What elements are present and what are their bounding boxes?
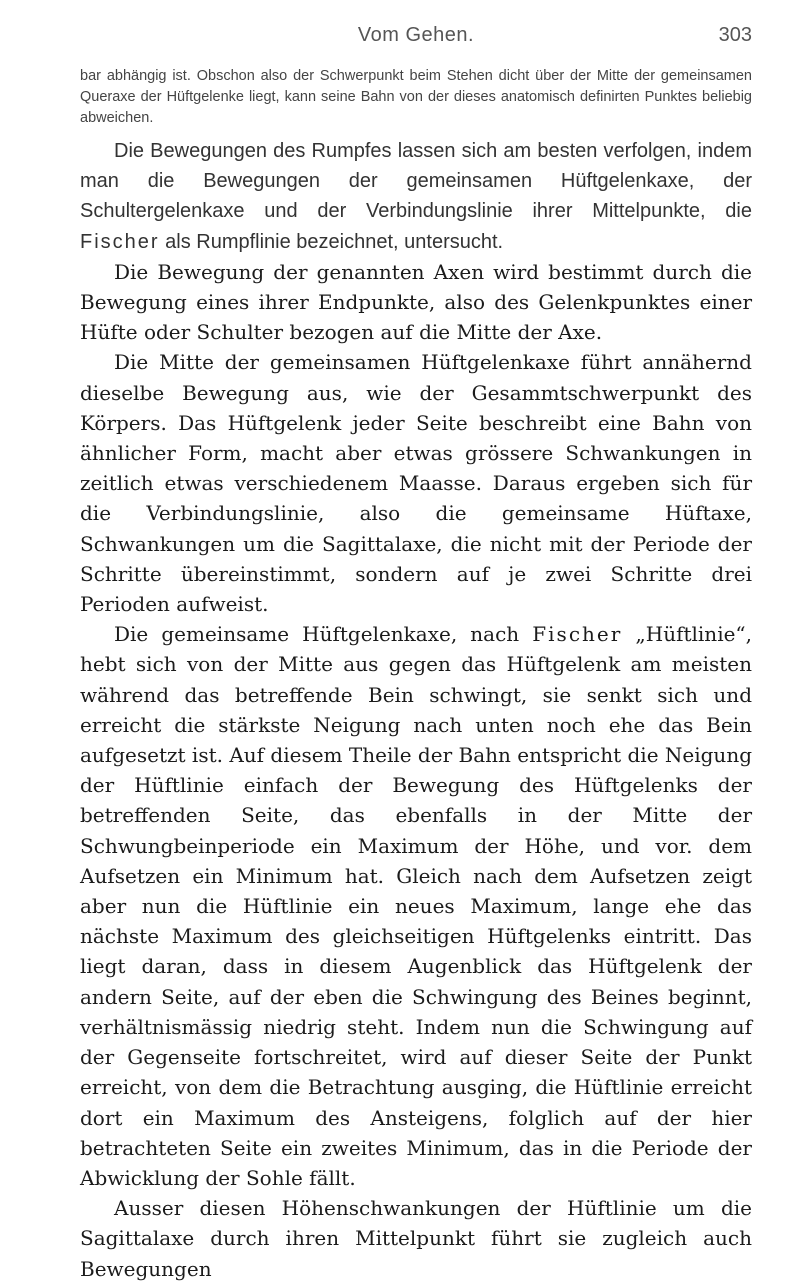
author-name-emphasis: Fischer [80,230,160,253]
paragraph-rumpf-movements [80,136,752,257]
paragraph-text: „Hüftlinie“, hebt sich von der Mitte aus gegen das Hüftgelenk am meisten während das betreffende Bein schwingt, sie senkt sich und erreicht die stärkste Neigung nach unten noch ehe das Bein aufgesetzt ist. Auf diesem Theile der Bahn entspricht die Neigung der Hüftlinie einfach der Bewegung des Hüftgelenks der betreffenden Seite, das ebenfalls in der Mitte der Schwungbeinperiode ein Maximum der Höhe, und vor. dem Aufsetzen ein Minimum hat. Gleich nach dem Aufsetzen zeigt aber nun die Hüftlinie ein neues Maximum, lange ehe das nächste Maximum des gleichseitigen Hüftgelenks eintritt. Das liegt daran, dass in diesem Augenblick das Hüftgelenk der andern Seite, auf der eben die Schwingung des Beines beginnt, verhältnismässig niedrig steht. Indem nun die Schwingung auf der Gegenseite fortschreitet, wird auf dieser Seite der Punkt erreicht, von dem die Betrachtung ausging, die Hüftlinie erreicht dort ein Maximum des Ansteigens, folglich auf der hier betrachteten Seite ein zweites Minimum, das in die Periode der Abwicklung der Sohle fällt. [80,622,753,1190]
paragraph-text: als Rumpflinie bezeichnet, untersucht. [159,230,504,253]
running-title: Vom Gehen. [357,24,475,46]
running-header [80,0,752,66]
paragraph-text: Die Bewegungen des Rumpfes lassen sich am besten verfolgen, indem man die Bewegungen der gemeinsamen Hüftgelenkaxe, der Schultergelenkaxe und der Verbindungslinie ihrer Mittelpunkte, die [80,140,752,223]
author-name-emphasis: Fischer [532,622,623,647]
paragraph-height-oscillation: Ausser diesen Höhenschwankungen der Hüftlinie um die Sagittalaxe durch ihren Mittelpunkt führt sie zugleich auch Bewegungen [80,1196,752,1281]
paragraph-text: Die gemeinsame Hüftgelenkaxe, nach [114,622,533,647]
paragraph-axis-movement: Die Bewegung der genannten Axen wird bestimmt durch die Bewegung eines ihrer Endpunkte, also des Gelenkpunktes einer Hüfte oder Schulter bezogen auf die Mitte der Axe. [80,259,752,345]
page-number: 303 [718,24,752,46]
body-text [80,66,752,1284]
paragraph-continuation: bar abhängig ist. Obschon also der Schwerpunkt beim Stehen dicht über der Mitte der gemeinsamen Queraxe der Hüftgelenke liegt, kann seine Bahn von der dieses anatomisch definirten Punktes beliebig abweichen. [80,68,752,126]
paragraph-hip-axis-center: Die Mitte der gemeinsamen Hüftgelenkaxe führt annähernd dieselbe Bewegung aus, wie der Gesammtschwerpunkt des Körpers. Das Hüftgelenk jeder Seite beschreibt eine Bahn von ähnlicher Form, macht aber etwas grössere Schwankungen in zeitlich etwas verschiedenem Maasse. Daraus ergeben sich für die Verbindungslinie, also die gemeinsame Hüftaxe, Schwankungen um die Sagittalaxe, die nicht mit der Periode der Schritte übereinstimmt, sondern auf je zwei Schritte drei Perioden aufweist. [80,350,752,617]
paragraph-hip-line [80,619,752,1193]
